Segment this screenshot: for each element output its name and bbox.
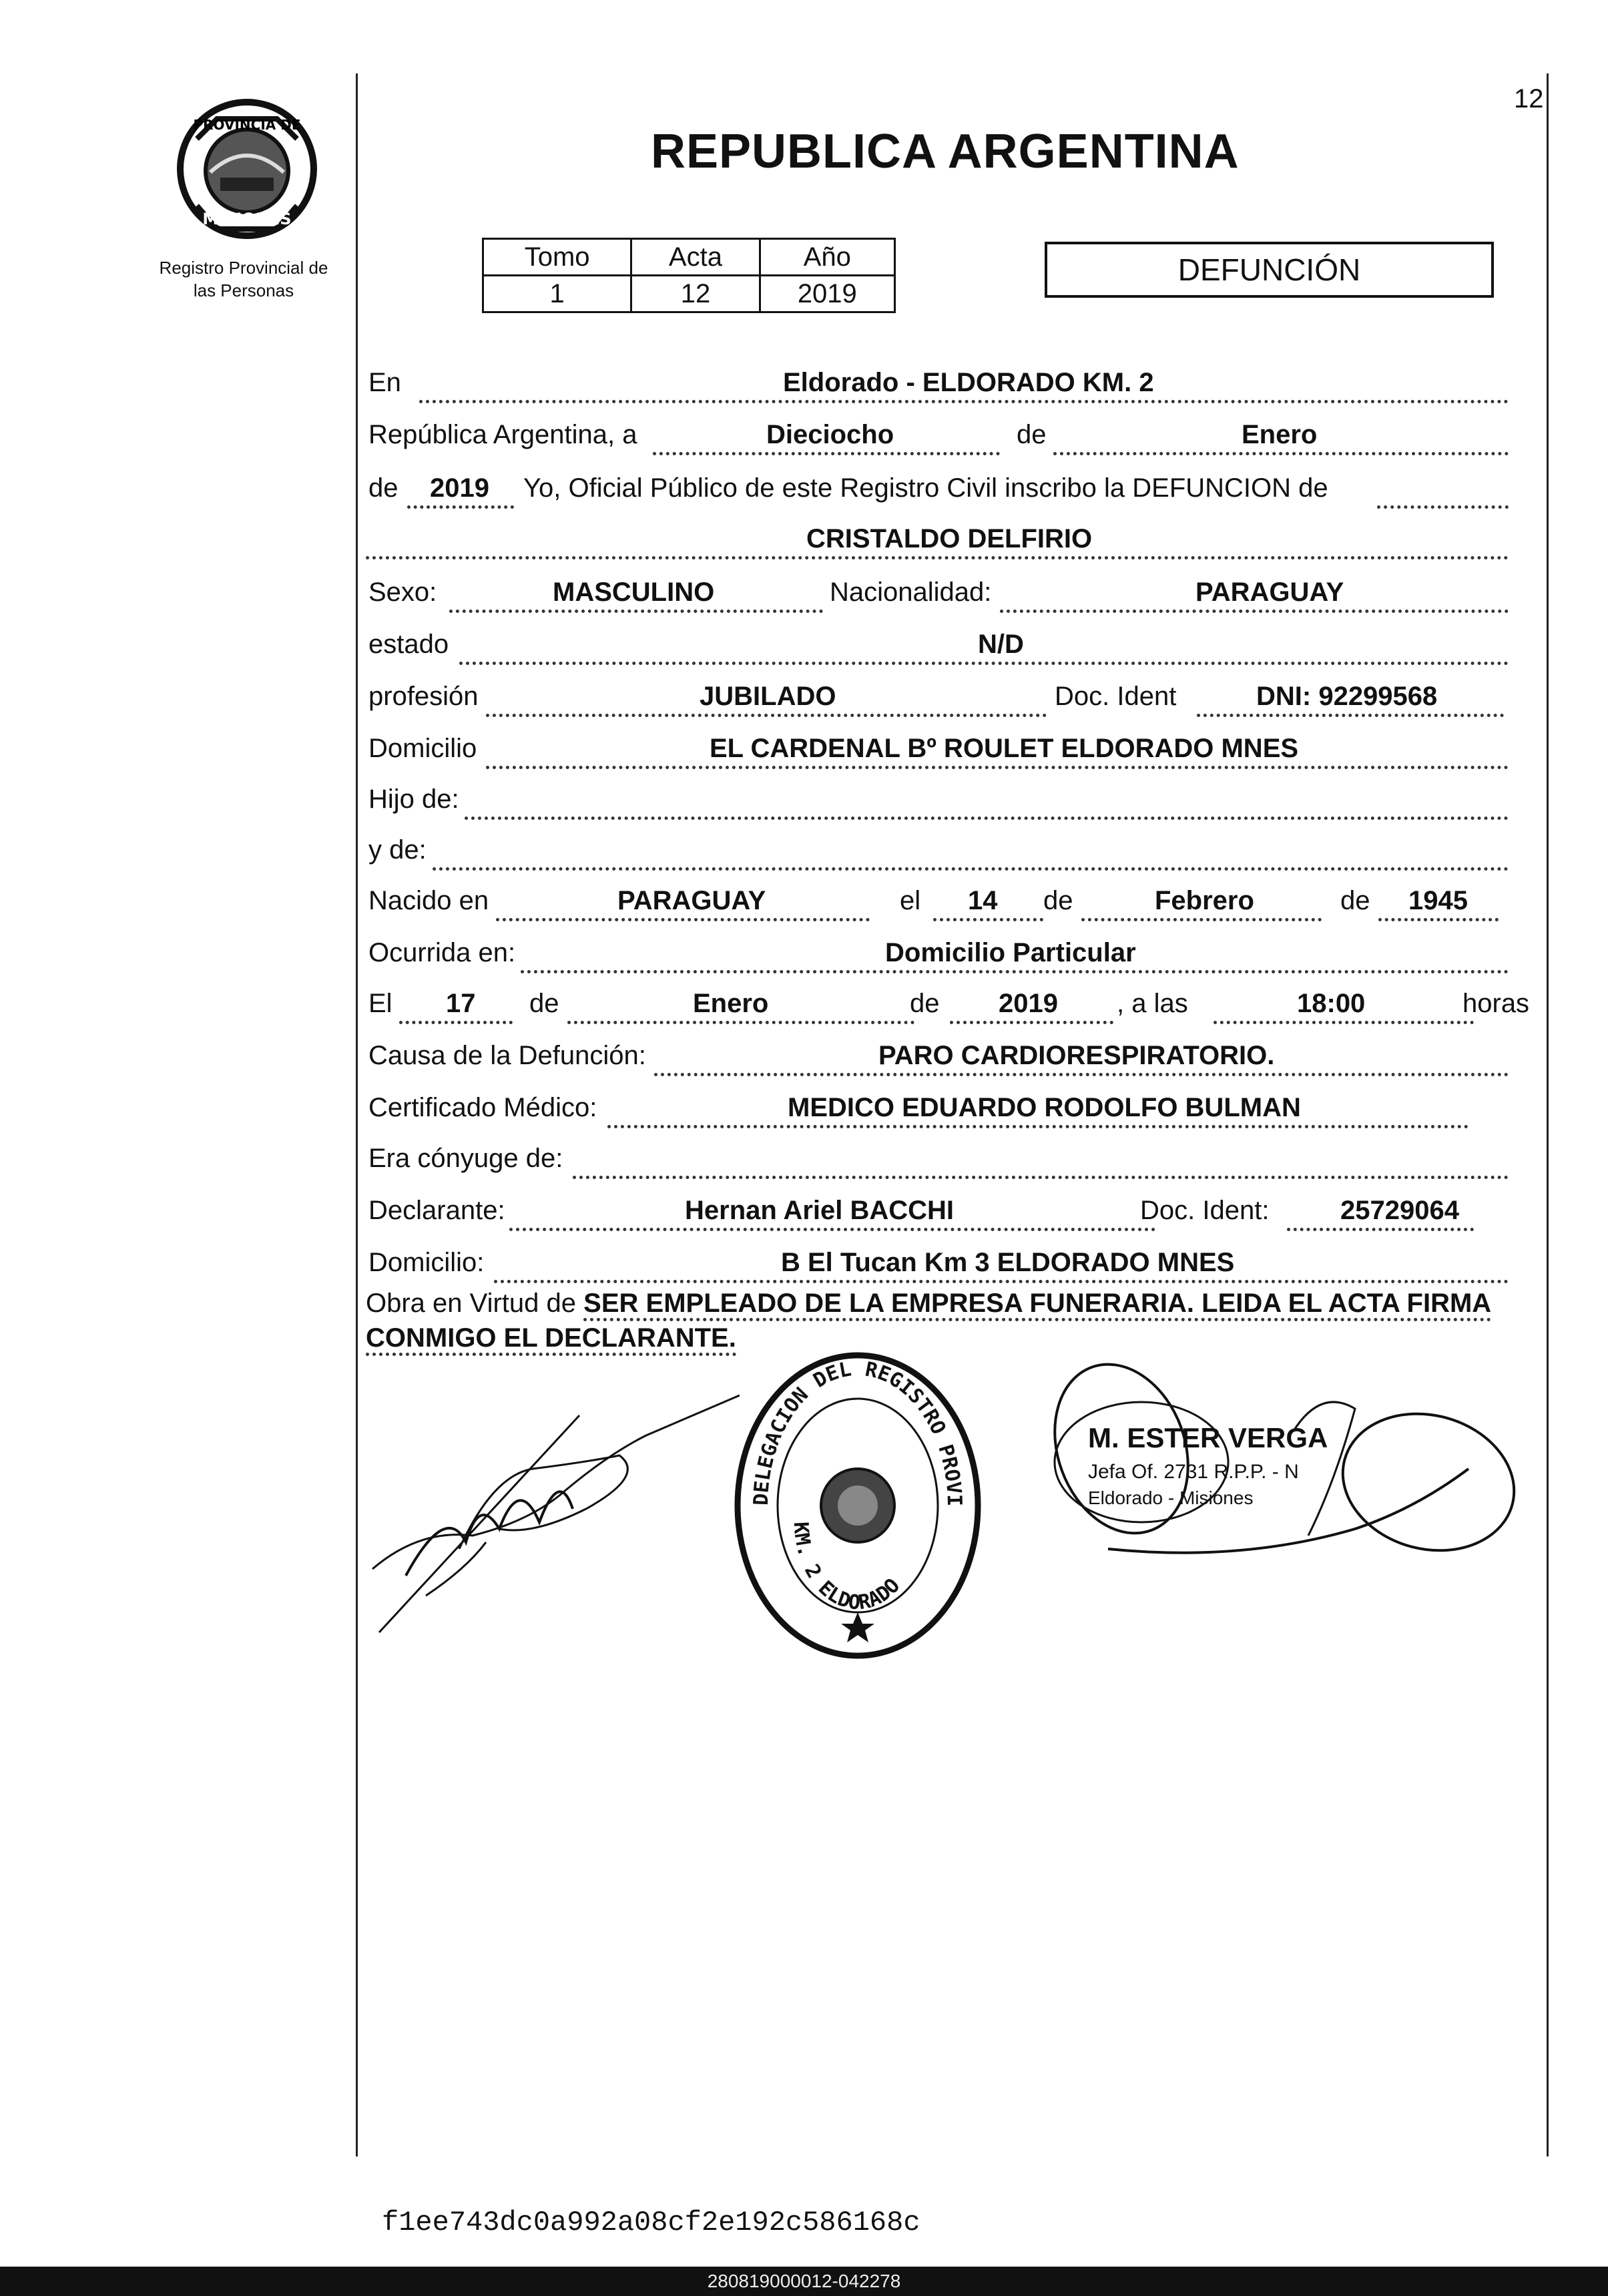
label-de-1: de bbox=[1017, 420, 1047, 449]
ref-value-acta: 12 bbox=[631, 276, 760, 312]
row-ocurrida-en bbox=[366, 931, 1509, 977]
field-y-de-line bbox=[433, 827, 1509, 871]
value-doc-ident: DNI: 92299568 bbox=[1256, 682, 1438, 711]
page-number: 12 bbox=[1514, 84, 1544, 113]
value-nombre: CRISTALDO DELFIRIO bbox=[806, 524, 1093, 553]
label-hijo-de: Hijo de: bbox=[368, 784, 459, 814]
label-yo-oficial: Yo, Oficial Público de este Registro Civil inscribo la DEFUNCION de bbox=[523, 473, 1328, 503]
reference-table-value-row bbox=[483, 276, 895, 312]
registry-label bbox=[133, 256, 354, 302]
value-lugar: Eldorado - ELDORADO KM. 2 bbox=[783, 368, 1154, 397]
label-declarante-domicilio: Domicilio: bbox=[368, 1248, 485, 1277]
official-title: Jefa Of. 2731 R.P.P. - N bbox=[1088, 1461, 1299, 1483]
value-nac-anio: 1945 bbox=[1408, 886, 1468, 915]
official-name: M. ESTER VERGA bbox=[1088, 1422, 1328, 1453]
registry-label-line2: las Personas bbox=[193, 280, 294, 300]
label-certificado: Certificado Médico: bbox=[368, 1093, 597, 1122]
field-hijo-de-line bbox=[465, 776, 1509, 820]
row-nombre bbox=[366, 517, 1509, 563]
registry-label-line1: Registro Provincial de bbox=[159, 258, 328, 278]
value-ocurrida-en: Domicilio Particular bbox=[885, 938, 1136, 967]
value-declarante: Hernan Ariel BACCHI bbox=[685, 1196, 955, 1225]
delegation-stamp bbox=[728, 1349, 988, 1662]
label-nacionalidad: Nacionalidad: bbox=[830, 578, 992, 607]
row-y-de bbox=[366, 828, 1509, 875]
value-dia-letras: Dieciocho bbox=[766, 420, 894, 449]
row-declarante-domicilio bbox=[366, 1240, 1509, 1287]
right-margin-line bbox=[1547, 73, 1549, 2156]
label-profesion: profesión bbox=[368, 682, 479, 711]
label-el: El bbox=[368, 989, 392, 1018]
value-domicilio: EL CARDENAL Bº ROULET ELDORADO MNES bbox=[710, 734, 1299, 763]
label-horas: horas bbox=[1462, 989, 1530, 1018]
row-certificado bbox=[366, 1086, 1509, 1132]
label-declarante-doc: Doc. Ident: bbox=[1140, 1196, 1270, 1225]
label-republica: República Argentina, a bbox=[368, 420, 637, 449]
row-sexo bbox=[366, 570, 1509, 617]
row-hijo-de bbox=[366, 777, 1509, 824]
label-de-nac-anio: de bbox=[1340, 886, 1370, 915]
value-nacionalidad: PARAGUAY bbox=[1195, 578, 1344, 607]
obra-en-virtud-block bbox=[366, 1289, 1541, 1358]
label-sexo: Sexo: bbox=[368, 578, 437, 607]
row-fallecimiento bbox=[366, 981, 1530, 1028]
value-obra-line2: CONMIGO EL DECLARANTE. bbox=[366, 1323, 736, 1356]
value-nac-dia: 14 bbox=[968, 886, 998, 915]
label-conyuge: Era cónyuge de: bbox=[368, 1144, 563, 1173]
svg-text:MISIONES: MISIONES bbox=[202, 210, 292, 228]
ref-header-acta: Acta bbox=[631, 239, 760, 276]
label-obra: Obra en Virtud de bbox=[366, 1289, 577, 1318]
value-mes: Enero bbox=[1242, 420, 1318, 449]
left-margin-line bbox=[356, 73, 358, 2156]
ref-header-anio: Año bbox=[760, 239, 894, 276]
value-fall-mes: Enero bbox=[693, 989, 769, 1018]
value-profesion: JUBILADO bbox=[700, 682, 836, 711]
label-causa: Causa de la Defunción: bbox=[368, 1041, 646, 1070]
value-nacido-en: PARAGUAY bbox=[617, 886, 766, 915]
row-lugar bbox=[366, 361, 1509, 407]
label-declarante: Declarante: bbox=[368, 1196, 505, 1225]
row-profesion bbox=[366, 674, 1509, 721]
page-title: REPUBLICA ARGENTINA bbox=[651, 125, 1240, 178]
document-hash: f1ee743dc0a992a08cf2e192c586168c bbox=[382, 2207, 920, 2239]
row-declarante bbox=[366, 1188, 1509, 1235]
value-sexo: MASCULINO bbox=[553, 578, 715, 607]
official-location: Eldorado - Misiones bbox=[1088, 1487, 1254, 1508]
value-fall-dia: 17 bbox=[446, 989, 476, 1018]
ref-value-tomo: 1 bbox=[483, 276, 631, 312]
reference-table-header-row bbox=[483, 239, 895, 276]
row-estado bbox=[366, 622, 1509, 669]
value-anio: 2019 bbox=[430, 473, 489, 503]
svg-text:PROVINCIA DE: PROVINCIA DE bbox=[193, 117, 301, 133]
row-conyuge bbox=[366, 1136, 1509, 1183]
document-type-box: DEFUNCIÓN bbox=[1045, 242, 1494, 298]
label-nacido-en: Nacido en bbox=[368, 886, 489, 915]
label-y-de: y de: bbox=[368, 835, 427, 865]
label-a-las: , a las bbox=[1117, 989, 1188, 1018]
field-conyuge-line bbox=[573, 1136, 1509, 1179]
label-doc-ident: Doc. Ident bbox=[1055, 682, 1177, 711]
value-fall-anio: 2019 bbox=[999, 989, 1058, 1018]
reference-table bbox=[482, 238, 896, 313]
row-fecha-inscripcion bbox=[366, 413, 1509, 459]
declarant-signature bbox=[366, 1375, 740, 1642]
row-nacimiento bbox=[366, 879, 1509, 925]
value-declarante-doc: 25729064 bbox=[1340, 1196, 1459, 1225]
label-de-fall-anio: de bbox=[910, 989, 940, 1018]
label-ocurrida-en: Ocurrida en: bbox=[368, 938, 516, 967]
value-estado: N/D bbox=[978, 630, 1024, 659]
obra-line-1 bbox=[366, 1289, 1541, 1323]
label-estado: estado bbox=[368, 630, 449, 659]
svg-text:KM. 2 ELDORADO: KM. 2 ELDORADO bbox=[788, 1521, 905, 1615]
label-el-nacimiento: el bbox=[900, 886, 921, 915]
row-anio-inscripcion bbox=[366, 466, 1509, 513]
value-hora: 18:00 bbox=[1297, 989, 1366, 1018]
label-de-2: de bbox=[368, 473, 398, 503]
value-causa: PARO CARDIORESPIRATORIO. bbox=[878, 1041, 1275, 1070]
value-declarante-domicilio: B El Tucan Km 3 ELDORADO MNES bbox=[781, 1248, 1235, 1277]
row-causa bbox=[366, 1034, 1509, 1080]
label-domicilio: Domicilio bbox=[368, 734, 477, 763]
svg-text:DELEGACION DEL REGISTRO PROVIN: DELEGACION DEL REGISTRO PROVI bbox=[749, 1357, 967, 1507]
field-after-yo-line bbox=[1377, 465, 1509, 509]
ref-header-tomo: Tomo bbox=[483, 239, 631, 276]
barcode-footer: 280819000012-042278 bbox=[0, 2267, 1608, 2296]
label-de-fall-mes: de bbox=[529, 989, 559, 1018]
label-en: En bbox=[368, 368, 401, 397]
province-emblem bbox=[170, 92, 324, 246]
value-obra-line1: SER EMPLEADO DE LA EMPRESA FUNERARIA. LEIDA EL ACTA FIRMA bbox=[583, 1289, 1491, 1321]
official-signature-stamp bbox=[1041, 1349, 1522, 1616]
label-de-nac-mes: de bbox=[1043, 886, 1073, 915]
ref-value-anio: 2019 bbox=[760, 276, 894, 312]
row-domicilio bbox=[366, 726, 1509, 773]
value-certificado: MEDICO EDUARDO RODOLFO BULMAN bbox=[788, 1093, 1301, 1122]
value-nac-mes: Febrero bbox=[1155, 886, 1254, 915]
